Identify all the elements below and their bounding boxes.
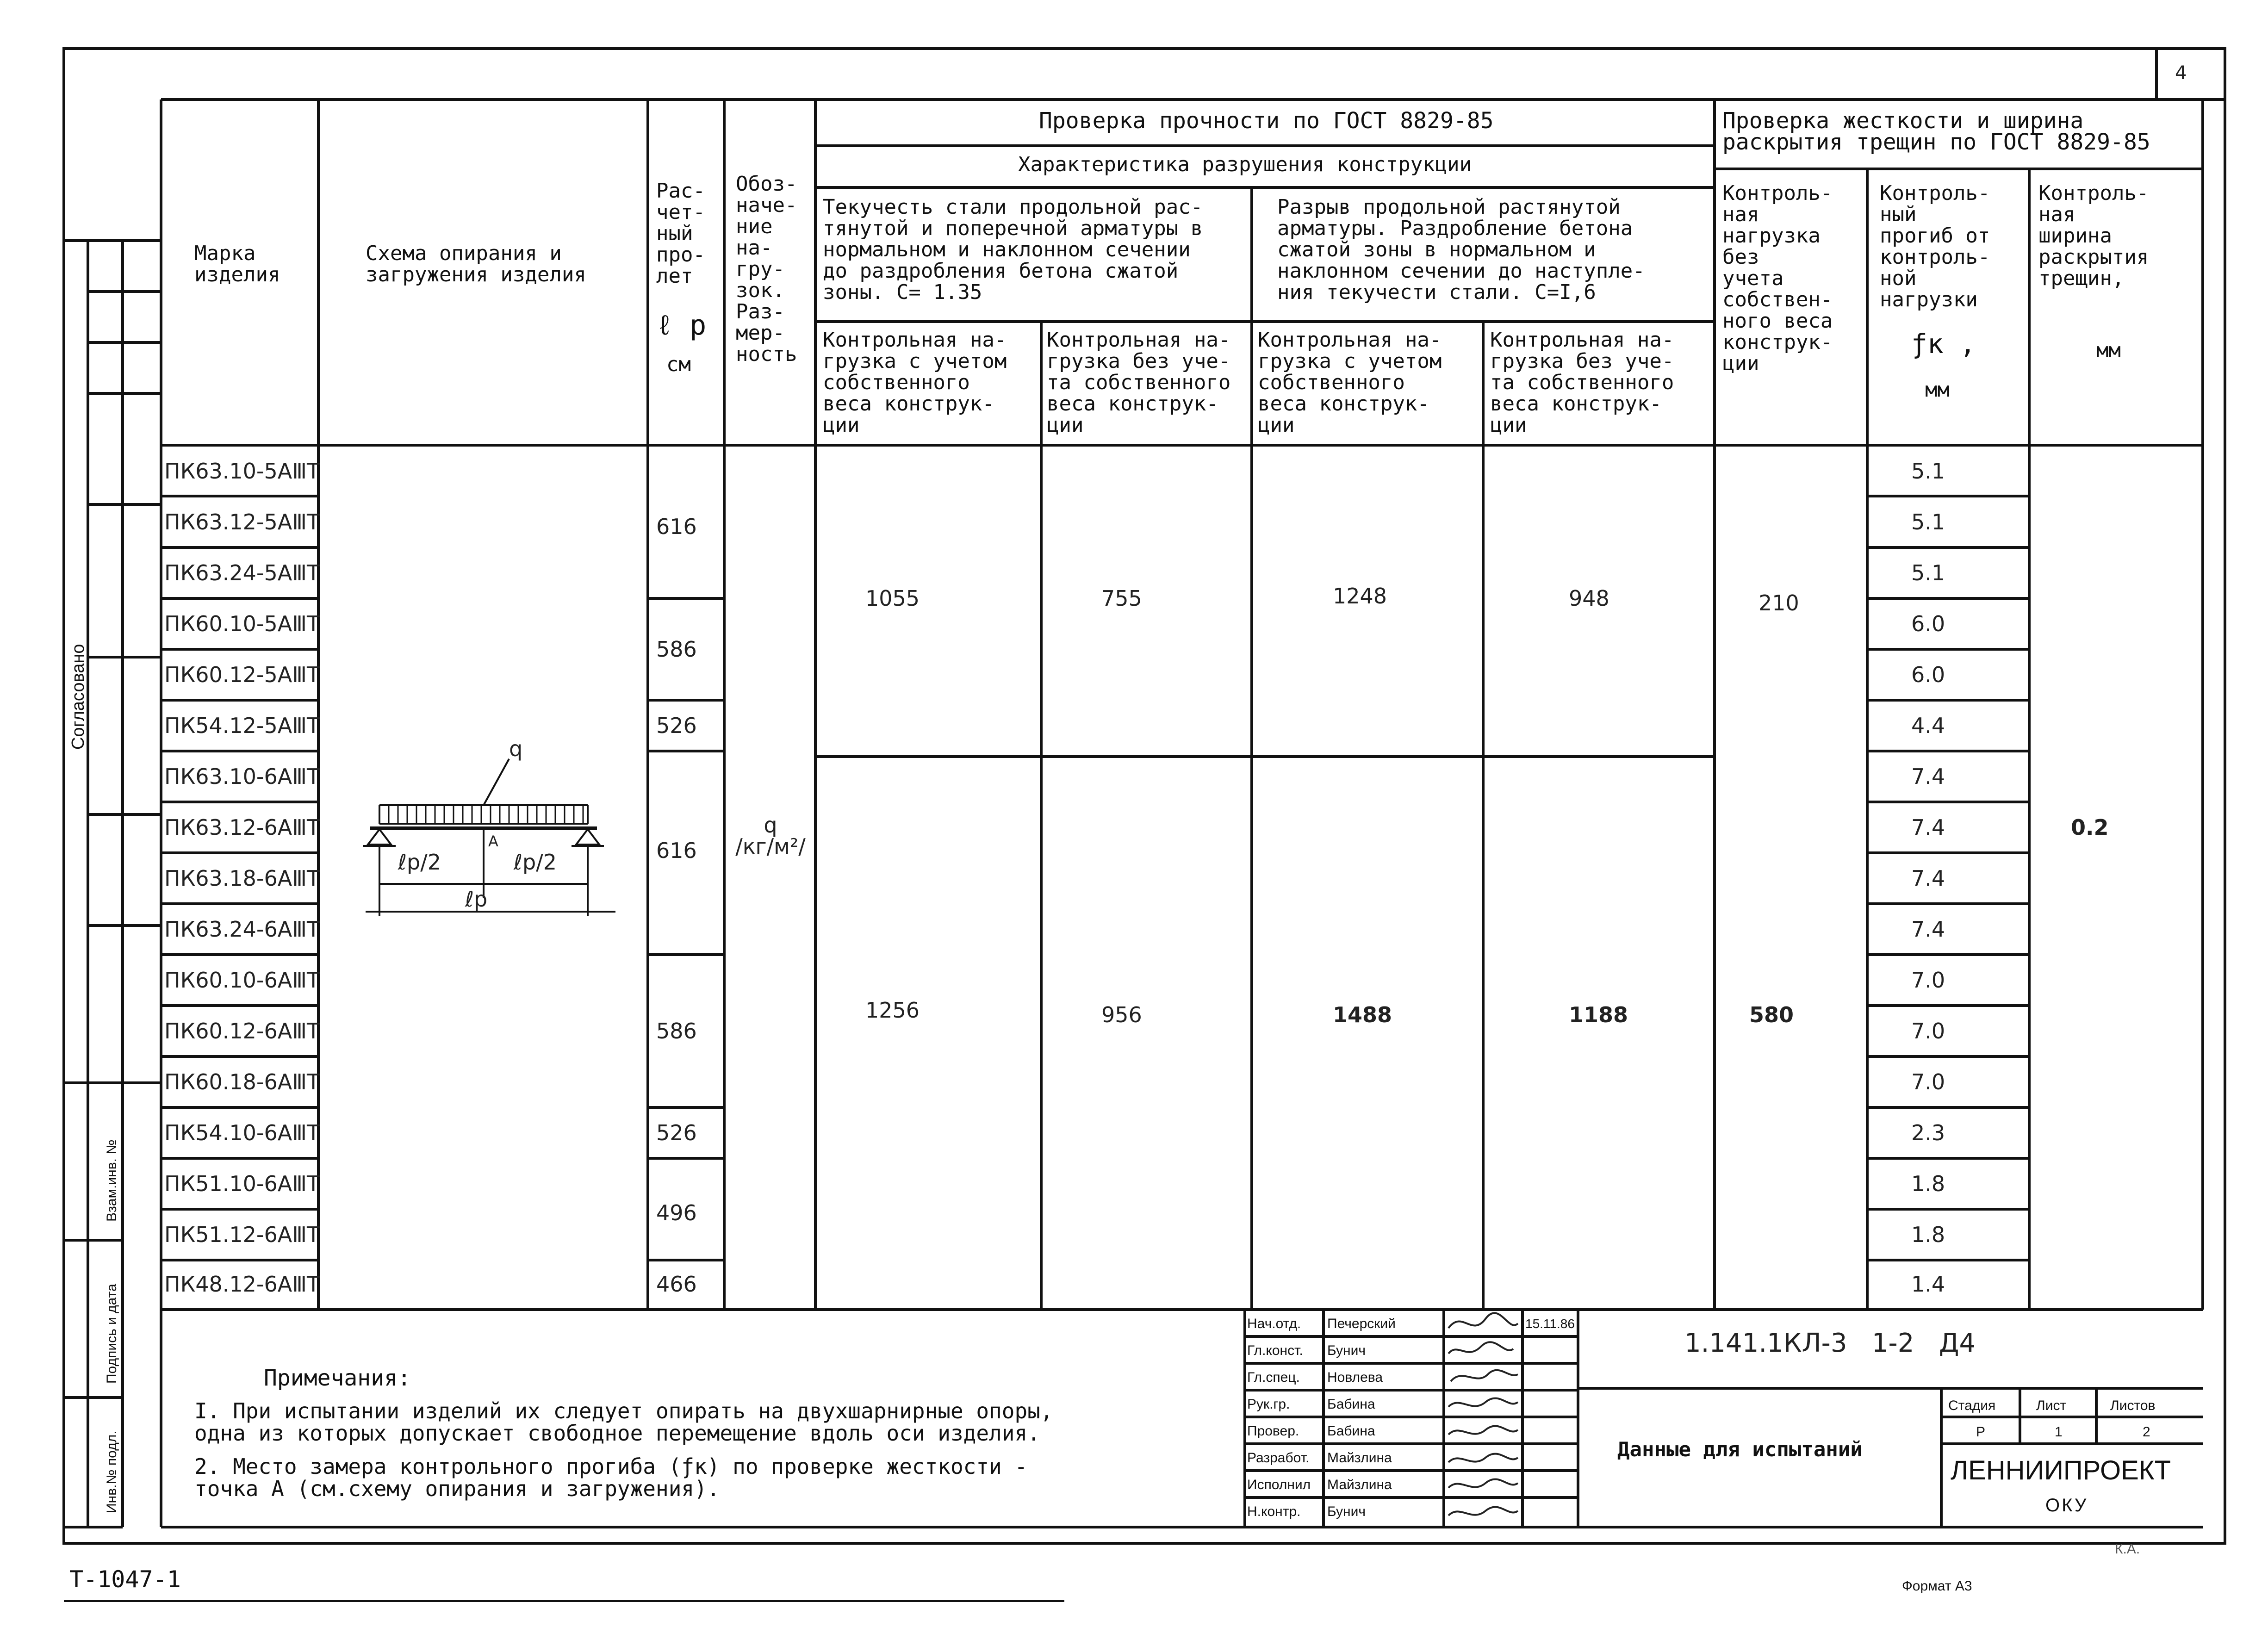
stamp-name: Майзлина bbox=[1327, 1477, 1392, 1492]
row-mark: ПК51.12-6АⅢТ bbox=[164, 1222, 320, 1247]
row-mark: ПК63.12-6АⅢТ bbox=[164, 815, 320, 840]
side-agreed: Согласовано bbox=[68, 644, 88, 750]
row-deflection: 5.1 bbox=[1911, 560, 1945, 585]
header-span-symbol: ℓ p bbox=[656, 309, 707, 342]
header-span-unit: см bbox=[666, 353, 691, 376]
crack-width-value: 0.2 bbox=[2071, 815, 2109, 840]
group1-ctrl-load: 210 bbox=[1758, 590, 1799, 615]
row-mark: ПК54.12-5АⅢТ bbox=[164, 713, 320, 738]
row-mark: ПК63.24-6АⅢТ bbox=[164, 917, 320, 942]
row-deflection: 7.0 bbox=[1911, 1069, 1945, 1094]
stamp-name: Бабина bbox=[1327, 1423, 1375, 1439]
stamp-name: Печерский bbox=[1327, 1316, 1396, 1331]
group2-ctrl-load: 580 bbox=[1749, 1002, 1794, 1027]
row-mark: ПК63.12-5АⅢТ bbox=[164, 509, 320, 534]
header-load-with-2: Контрольная на- грузка с учетом собственного веса конструк- ции bbox=[1258, 328, 1442, 437]
row-deflection: 7.4 bbox=[1911, 866, 1945, 891]
row-deflection: 5.1 bbox=[1911, 509, 1945, 534]
row-deflection: 2.3 bbox=[1911, 1120, 1945, 1145]
row-deflection: 1.4 bbox=[1911, 1272, 1945, 1297]
header-ctrl-load: Контроль- ная нагрузка без учета собствен- ного веса конструк- ции bbox=[1722, 181, 1833, 375]
row-deflection: 5.1 bbox=[1911, 459, 1945, 484]
diagram-half-span-right: ℓp/2 bbox=[514, 850, 557, 875]
load-unit: q /кг/м²/ bbox=[735, 813, 806, 859]
header-load-without-2: Контрольная на- грузка без уче- та собственного веса конструк- ции bbox=[1490, 328, 1674, 437]
row-deflection: 4.4 bbox=[1911, 713, 1945, 738]
row-deflection: 6.0 bbox=[1911, 611, 1945, 636]
diagram-q-label: q bbox=[509, 736, 523, 761]
group1-load-without: 755 bbox=[1101, 586, 1142, 611]
side-inv-sub: Инв.№ подл. bbox=[104, 1430, 119, 1513]
group1-rupture-with: 1248 bbox=[1333, 584, 1387, 609]
header-strength-title: Проверка прочности по ГОСТ 8829-85 bbox=[1039, 108, 1494, 134]
span-value: 526 bbox=[656, 1120, 697, 1145]
stamp-role: Гл.спец. bbox=[1247, 1370, 1300, 1385]
stamp-name: Новлева bbox=[1327, 1370, 1383, 1385]
span-value: 586 bbox=[656, 637, 697, 662]
group2-load-without: 956 bbox=[1101, 1002, 1142, 1027]
row-mark: ПК48.12-6АⅢТ bbox=[164, 1272, 320, 1297]
note-1: I. При испытании изделий их следует опирать на двухшарнирные опоры, одна из которых допускает свободное перемещение вдоль оси изделия. bbox=[194, 1398, 1053, 1446]
notes-title: Примечания: bbox=[264, 1365, 411, 1391]
header-failure-title: Характеристика разрушения конструкции bbox=[1018, 153, 1472, 176]
span-value: 496 bbox=[656, 1200, 697, 1225]
row-mark: ПК63.24-5АⅢТ bbox=[164, 560, 320, 585]
row-mark: ПК63.10-6АⅢТ bbox=[164, 764, 320, 789]
header-crack-unit: мм bbox=[2096, 339, 2121, 362]
footer-mark: К.А. bbox=[2115, 1541, 2140, 1557]
stamp-code: 1.141.1КЛ-3 1-2 Д4 bbox=[1684, 1328, 1976, 1358]
side-inv-repl: Взам.инв. № bbox=[104, 1139, 119, 1222]
stamp-date: 15.11.86 bbox=[1525, 1317, 1575, 1331]
header-load-with-1: Контрольная на- грузка с учетом собственного веса конструк- ции bbox=[823, 328, 1007, 437]
row-mark: ПК54.10-6АⅢТ bbox=[164, 1120, 320, 1145]
page-number: 4 bbox=[2175, 62, 2187, 84]
header-rupture-desc: Разрыв продольной растянутой арматуры. Раздробление бетона сжатой зоны в нормальном и наклонном сечении до наступле- ния текучести стали. С=I,6 bbox=[1277, 195, 1645, 304]
side-sign-date: Подпись и дата bbox=[104, 1284, 119, 1384]
header-designation: Обоз- наче- ние на- гру- зок. Раз- мер- ность bbox=[736, 172, 797, 366]
row-mark: ПК60.10-5АⅢТ bbox=[164, 611, 320, 636]
row-deflection: 7.4 bbox=[1911, 764, 1945, 789]
span-value: 526 bbox=[656, 713, 697, 738]
header-yield-desc: Текучесть стали продольной рас- тянутой и поперечной арматуры в нормальном и наклонном сечении до раздробления бетона сжатой зоны. С= 1.35 bbox=[823, 195, 1203, 304]
row-mark: ПК60.18-6АⅢТ bbox=[164, 1069, 320, 1094]
row-deflection: 1.8 bbox=[1911, 1222, 1945, 1247]
row-deflection: 7.4 bbox=[1911, 917, 1945, 942]
group1-load-with: 1055 bbox=[865, 586, 920, 611]
header-deflection-unit: мм bbox=[1925, 378, 1950, 402]
stamp-role: Рук.гр. bbox=[1247, 1397, 1290, 1412]
stamp-dept: ОКУ bbox=[2045, 1495, 2088, 1516]
stamp-name: Бабина bbox=[1327, 1397, 1375, 1412]
stamp-sheet: 1 bbox=[2055, 1424, 2063, 1440]
footer-doc-code: Т-1047-1 bbox=[69, 1566, 181, 1593]
footer-format: Формат А3 bbox=[1902, 1578, 1972, 1594]
header-ctrl-deflection: Контроль- ный прогиб от контроль- ной нагрузки bbox=[1880, 181, 1990, 311]
span-value: 616 bbox=[656, 838, 697, 863]
group2-load-with: 1256 bbox=[865, 998, 920, 1023]
span-value: 466 bbox=[656, 1272, 697, 1297]
span-value: 586 bbox=[656, 1019, 697, 1044]
stamp-org: ЛЕННИИПРОЕКТ bbox=[1951, 1455, 2171, 1485]
note-2: 2. Место замера контрольного прогиба (ƒк) по проверке жесткости - точка А (см.схему опирания и загружения). bbox=[194, 1454, 1028, 1501]
stamp-sheets-label: Листов bbox=[2110, 1398, 2156, 1413]
stamp-role: Гл.конст. bbox=[1247, 1343, 1303, 1358]
row-deflection: 1.8 bbox=[1911, 1171, 1945, 1196]
header-stiffness-title: Проверка жесткости и ширина раскрытия трещин по ГОСТ 8829-85 bbox=[1722, 108, 2150, 155]
stamp-sheet-label: Лист bbox=[2036, 1398, 2067, 1413]
span-value: 616 bbox=[656, 514, 697, 539]
row-mark: ПК51.10-6АⅢТ bbox=[164, 1171, 320, 1196]
header-mark: Марка изделия bbox=[194, 242, 280, 286]
row-deflection: 7.0 bbox=[1911, 1019, 1945, 1044]
stamp-role: Исполнил bbox=[1247, 1477, 1311, 1492]
stamp-role: Нач.отд. bbox=[1247, 1316, 1301, 1331]
row-mark: ПК60.12-6АⅢТ bbox=[164, 1019, 320, 1044]
diagram-span-label: ℓp bbox=[465, 887, 488, 912]
group1-rupture-without: 948 bbox=[1569, 586, 1609, 611]
diagram-a-label: A bbox=[488, 832, 498, 850]
stamp-name: Бунич bbox=[1327, 1504, 1366, 1519]
stamp-stage: Р bbox=[1976, 1424, 1986, 1440]
row-deflection: 7.4 bbox=[1911, 815, 1945, 840]
header-ctrl-crack: Контроль- ная ширина раскрытия трещин, bbox=[2038, 181, 2149, 290]
row-mark: ПК60.12-5АⅢТ bbox=[164, 662, 320, 687]
header-schema: Схема опирания и загружения изделия bbox=[366, 242, 586, 286]
stamp-stage-label: Стадия bbox=[1948, 1398, 1996, 1413]
stamp-role: Провер. bbox=[1247, 1423, 1299, 1439]
header-load-without-1: Контрольная на- грузка без уче- та собственного веса конструк- ции bbox=[1047, 328, 1231, 437]
stamp-name: Бунич bbox=[1327, 1343, 1366, 1358]
row-mark: ПК60.10-6АⅢТ bbox=[164, 968, 320, 993]
stamp-name: Майзлина bbox=[1327, 1450, 1392, 1466]
row-mark: ПК63.10-5АⅢТ bbox=[164, 459, 320, 484]
stamp-sheets: 2 bbox=[2143, 1424, 2150, 1440]
stamp-title: Данные для испытаний bbox=[1617, 1438, 1863, 1461]
diagram-half-span-left: ℓp/2 bbox=[398, 850, 441, 875]
stamp-role: Разработ. bbox=[1247, 1450, 1310, 1466]
row-deflection: 7.0 bbox=[1911, 968, 1945, 993]
group2-rupture-with: 1488 bbox=[1333, 1002, 1392, 1027]
row-mark: ПК63.18-6АⅢТ bbox=[164, 866, 320, 891]
header-deflection-symbol: ƒк , bbox=[1911, 328, 1976, 360]
row-deflection: 6.0 bbox=[1911, 662, 1945, 687]
header-span: Рас- чет- ный про- лет bbox=[656, 179, 705, 288]
group2-rupture-without: 1188 bbox=[1569, 1002, 1628, 1027]
signatures bbox=[1444, 1310, 1522, 1527]
stamp-role: Н.контр. bbox=[1247, 1504, 1301, 1519]
